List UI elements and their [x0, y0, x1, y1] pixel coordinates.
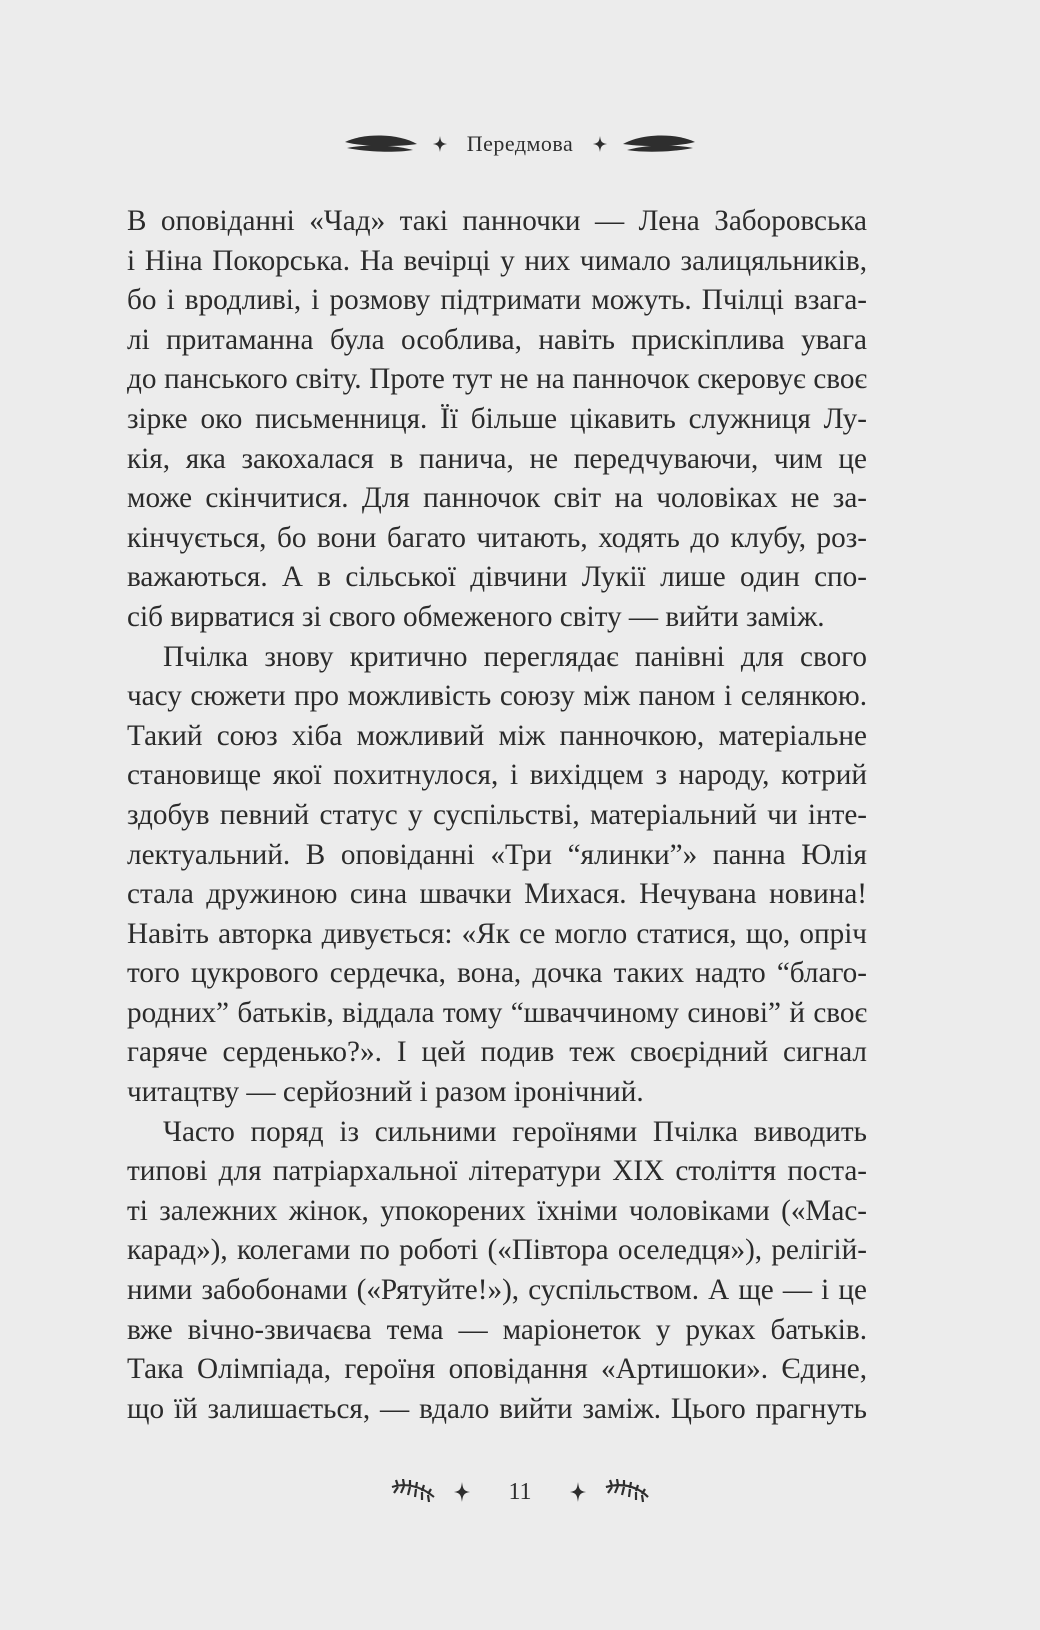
- four-point-star-icon: [570, 1482, 586, 1502]
- page-footer: [0, 1472, 1040, 1512]
- paragraph: [127, 202, 867, 638]
- running-header-title: Передмова: [466, 131, 574, 156]
- text-line: Часто поряд із сильними героїнями Пчілка виводить: [163, 1115, 867, 1148]
- text-line: кія, яка закохалася в панича, не передчуваючи, чим це: [127, 442, 867, 475]
- text-line: Така Олімпіада, героїня оповідання «Артишоки». Єдине,: [127, 1353, 867, 1386]
- text-line: може скінчитися. Для панночок світ на чоловіках не за-: [127, 482, 867, 515]
- paragraph: [127, 638, 867, 1113]
- text-line: типові для патріархальної літератури XIX століття поста-: [127, 1155, 867, 1188]
- text-line: карад»), колегами по роботі («Півтора оселедця»), релігій-: [127, 1234, 867, 1267]
- text-line: здобув певний статус у суспільстві, матеріальний чи інте-: [127, 798, 867, 831]
- text-line: зірке око письменниця. Її більше цікавить служниця Лу-: [127, 402, 867, 435]
- four-point-star-icon: [454, 1482, 470, 1502]
- text-line: В оповіданні «Чад» такі панночки — Лена Заборовська: [127, 205, 867, 237]
- text-line: ними забобонами («Рятуйте!»), суспільством. А ще — і це: [127, 1274, 867, 1307]
- body-text: [127, 202, 867, 1429]
- text-line: і Ніна Покорська. На вечірці у них чимало залицяльників,: [127, 244, 867, 277]
- feather-ornament-icon: [604, 1479, 650, 1505]
- text-line: родних” батьків, віддала тому “шваччиному синові” й своє: [127, 996, 867, 1029]
- text-line: Навіть авторка дивується: «Як се могло статися, що, опріч: [127, 917, 867, 950]
- leaf-swash-ornament-icon: [343, 133, 419, 155]
- leaf-swash-ornament-icon: [621, 133, 697, 155]
- text-line: лі притаманна була особлива, навіть прискіплива увага: [127, 323, 867, 356]
- text-line: вже вічно-звичаєва тема — маріонеток у руках батьків.: [127, 1313, 867, 1346]
- text-line: становище якої похитнулося, і вихідцем з народу, котрий: [127, 759, 867, 792]
- page-number: 11: [508, 1478, 532, 1505]
- four-point-star-icon: [433, 136, 447, 152]
- feather-ornament-icon: [390, 1479, 436, 1505]
- text-line: бо і вродливі, і розмову підтримати можуть. Пчілці взага-: [127, 284, 867, 317]
- four-point-star-icon: [593, 136, 607, 152]
- text-line: важаються. А в сільської дівчини Лукії лише один спо-: [127, 561, 867, 594]
- text-line: Такий союз хіба можливий між панночкою, матеріальне: [127, 719, 867, 752]
- text-line: ті залежних жінок, упокорених їхніми чоловіками («Мас-: [127, 1194, 867, 1227]
- text-line: гаряче серденько?». І цей подив теж своєрідний сигнал: [127, 1036, 867, 1069]
- text-line: кінчується, бо вони багато читають, ходять до клубу, роз-: [127, 521, 867, 554]
- text-line: того цукрового сердечка, вона, дочка таких надто “благо-: [127, 957, 867, 990]
- text-line: що їй залишається, — вдало вийти заміж. Цього прагнуть: [127, 1392, 867, 1425]
- text-line: до панського світу. Проте тут не на панночок скеровує своє: [127, 363, 867, 396]
- paragraph: [127, 1113, 867, 1430]
- text-line: сіб вирватися зі свого обмеженого світу — вийти заміж.: [127, 600, 825, 633]
- running-header: [0, 126, 1040, 162]
- text-line: лектуальний. В оповіданні «Три “ялинки”» панна Юлія: [127, 838, 867, 871]
- text-line: часу сюжети про можливість союзу між паном і селянкою.: [127, 680, 867, 713]
- text-line: читацтву — серйозний і разом іронічний.: [127, 1076, 644, 1109]
- text-line: стала дружиною сина швачки Михася. Нечувана новина!: [127, 878, 867, 911]
- text-line: Пчілка знову критично переглядає панівні для свого: [163, 640, 867, 673]
